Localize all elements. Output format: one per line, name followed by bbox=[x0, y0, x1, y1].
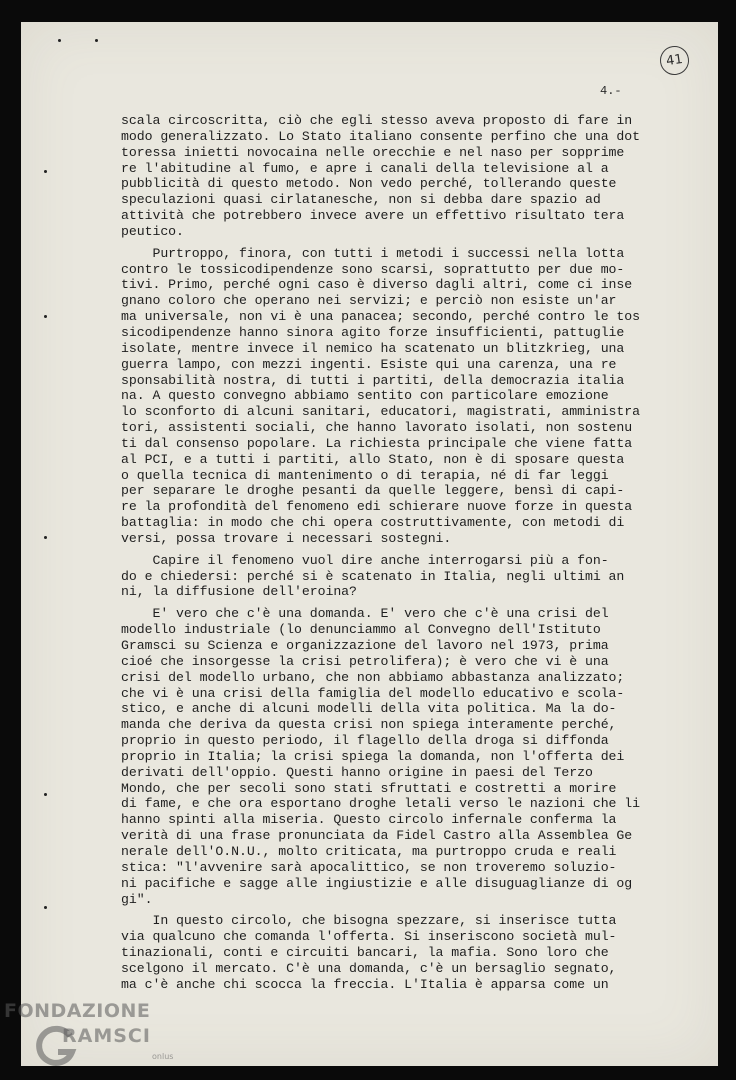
text-line: crisi del modello urbano, che non abbiamo abbastanza analizzato; bbox=[121, 669, 625, 685]
page-number: 4.- bbox=[600, 84, 622, 98]
text-line: Capire il fenomeno vuol dire anche interrogarsi più a fon- bbox=[121, 552, 609, 568]
text-line: modello industriale (lo denunciammo al Convegno dell'Istituto bbox=[121, 622, 601, 638]
text-line: che vi è una crisi della famiglia del modello educativo e scola- bbox=[121, 685, 625, 701]
text-line: scala circoscritta, ciò che egli stesso aveva proposto di fare in bbox=[121, 113, 633, 128]
text-line: In questo circolo, che bisogna spezzare, si inserisce tutta bbox=[121, 913, 617, 929]
margin-dot bbox=[44, 906, 47, 909]
text-line: guerra lampo, con mezzi ingenti. Esiste qui una carenza, una re bbox=[121, 356, 617, 372]
text-line: manda che deriva da questa crisi non spiega interamente perché, bbox=[121, 717, 617, 733]
text-line: ti dal consenso popolare. La richiesta principale che viene fatta bbox=[121, 435, 633, 451]
text-line: sicodipendenze hanno sinora agito forze insufficienti, pattuglie bbox=[121, 324, 625, 340]
text-line: verità di una frase pronunciata da Fidel Castro alla Assemblea Ge bbox=[121, 828, 633, 844]
text-line: contro le tossicodipendenze sono scarsi, soprattutto per due mo- bbox=[121, 261, 625, 277]
punch-hole-top-right bbox=[95, 39, 98, 42]
text-line: E' vero che c'è una domanda. E' vero che c'è una crisi del bbox=[121, 606, 609, 622]
text-line: proprio in questo periodo, il flagello della droga si diffonda bbox=[121, 733, 609, 749]
text-line: battaglia: in modo che chi opera costruttivamente, con metodi di bbox=[121, 515, 625, 531]
text-line: ni pacifiche e sagge alle ingiustizie e alle disuguaglianze di og bbox=[121, 875, 633, 891]
text-line: o quella tecnica di mantenimento o di terapia, né di far leggi bbox=[121, 467, 609, 483]
margin-dot bbox=[44, 170, 47, 173]
document-body bbox=[121, 113, 681, 993]
text-line: Gramsci su Scienza e organizzazione del lavoro nel 1973, prima bbox=[121, 638, 609, 653]
text-line: via qualcuno che comanda l'offerta. Si inseriscono società mul- bbox=[121, 929, 617, 945]
text-line: proprio in Italia; la crisi spiega la domanda, non l'offerta dei bbox=[121, 748, 625, 764]
text-line: na. A questo convegno abbiamo sentito con particolare emozione bbox=[121, 388, 609, 404]
text-line: derivati dell'oppio. Questi hanno origine in paesi del Terzo bbox=[121, 764, 593, 780]
margin-dot bbox=[44, 536, 47, 539]
text-line: toressa inietti novocaina nelle orecchie e nel naso per sopprime bbox=[121, 144, 625, 160]
text-line: gnano coloro che operano nei servizi; e perciò non esiste un'ar bbox=[121, 293, 617, 309]
watermark-onlus: onlus bbox=[152, 1052, 174, 1061]
text-line: re l'abitudine al fumo, e apre i canali della televisione al a bbox=[121, 160, 609, 176]
text-line: stica: "l'avvenire sarà apocalittico, se non troveremo soluzio- bbox=[121, 859, 617, 875]
text-line: lo sconforto di alcuni sanitari, educatori, magistrati, amministra bbox=[121, 404, 641, 420]
text-line: do e chiedersi: perché si è scatenato in Italia, negli ultimi an bbox=[121, 568, 625, 584]
margin-dot bbox=[44, 793, 47, 796]
text-line: ma c'è anche chi scocca la freccia. L'Italia è apparsa come un bbox=[121, 976, 609, 992]
text-line: Purtroppo, finora, con tutti i metodi i successi nella lotta bbox=[121, 245, 625, 261]
text-line: re la profondità del fenomeno edi schierare nuove forze in questa bbox=[121, 499, 633, 515]
text-line: ma universale, non vi è una panacea; secondo, perché contro le tos bbox=[121, 309, 641, 325]
text-line: attività che potrebbero invece avere un effettivo risultato tera bbox=[121, 208, 625, 224]
text-line: gi". bbox=[121, 891, 153, 907]
text-line: versi, possa trovare i necessari sostegni. bbox=[121, 530, 452, 546]
archive-stamp: 41 bbox=[658, 44, 691, 77]
text-line: al PCI, e a tutti i partiti, allo Stato, non è di sposare questa bbox=[121, 451, 625, 467]
text-line: nerale dell'O.N.U., molto criticata, ma purtroppo cruda e reali bbox=[121, 843, 617, 859]
watermark-line-2: RAMSCI bbox=[62, 1025, 151, 1047]
text-line: sponsabilità nostra, di tutti i partiti, della democrazia italia bbox=[121, 372, 625, 388]
text-line: peutico. bbox=[121, 223, 184, 239]
text-line: tinazionali, conti e circuiti bancari, la mafia. Sono loro che bbox=[121, 945, 609, 961]
text-line: isolate, mentre invece il nemico ha scatenato un blitzkrieg, una bbox=[121, 340, 625, 356]
text-line: di fame, e che ora esportano droghe letali verso le nazioni che li bbox=[121, 796, 641, 812]
text-line: ni, la diffusione dell'eroina? bbox=[121, 584, 357, 600]
text-line: scelgono il mercato. C'è una domanda, c'è un bersaglio segnato, bbox=[121, 960, 617, 976]
text-line: per separare le droghe pesanti da quelle leggere, bensì di capi- bbox=[121, 483, 625, 499]
text-line: Mondo, che per secoli sono stati sfruttati e costretti a morire bbox=[121, 780, 617, 796]
text-line: pubblicità di questo metodo. Non vedo perché, tollerando queste bbox=[121, 176, 617, 192]
margin-dot bbox=[44, 315, 47, 318]
text-line: modo generalizzato. Lo Stato italiano consente perfino che una dot bbox=[121, 128, 641, 144]
text-line: speculazioni quasi cirlatanesche, non si debba dare spazio ad bbox=[121, 192, 601, 208]
text-line: tivi. Primo, perché ogni caso è diverso dagli altri, come ci inse bbox=[121, 277, 633, 293]
text-line: stico, e anche di alcuni modelli della vita politica. Ma la do- bbox=[121, 701, 617, 717]
punch-hole-top-left bbox=[58, 39, 61, 42]
text-line: hanno spinti alla miseria. Questo circolo infernale conferma la bbox=[121, 812, 617, 828]
text-line: tori, assistenti sociali, che hanno lavorato isolati, non sostenu bbox=[121, 420, 633, 436]
watermark-line-1: FONDAZIONE bbox=[4, 1000, 151, 1022]
text-line: cioé che insorgesse la crisi petrolifera); è vero che vi è una bbox=[121, 653, 609, 669]
